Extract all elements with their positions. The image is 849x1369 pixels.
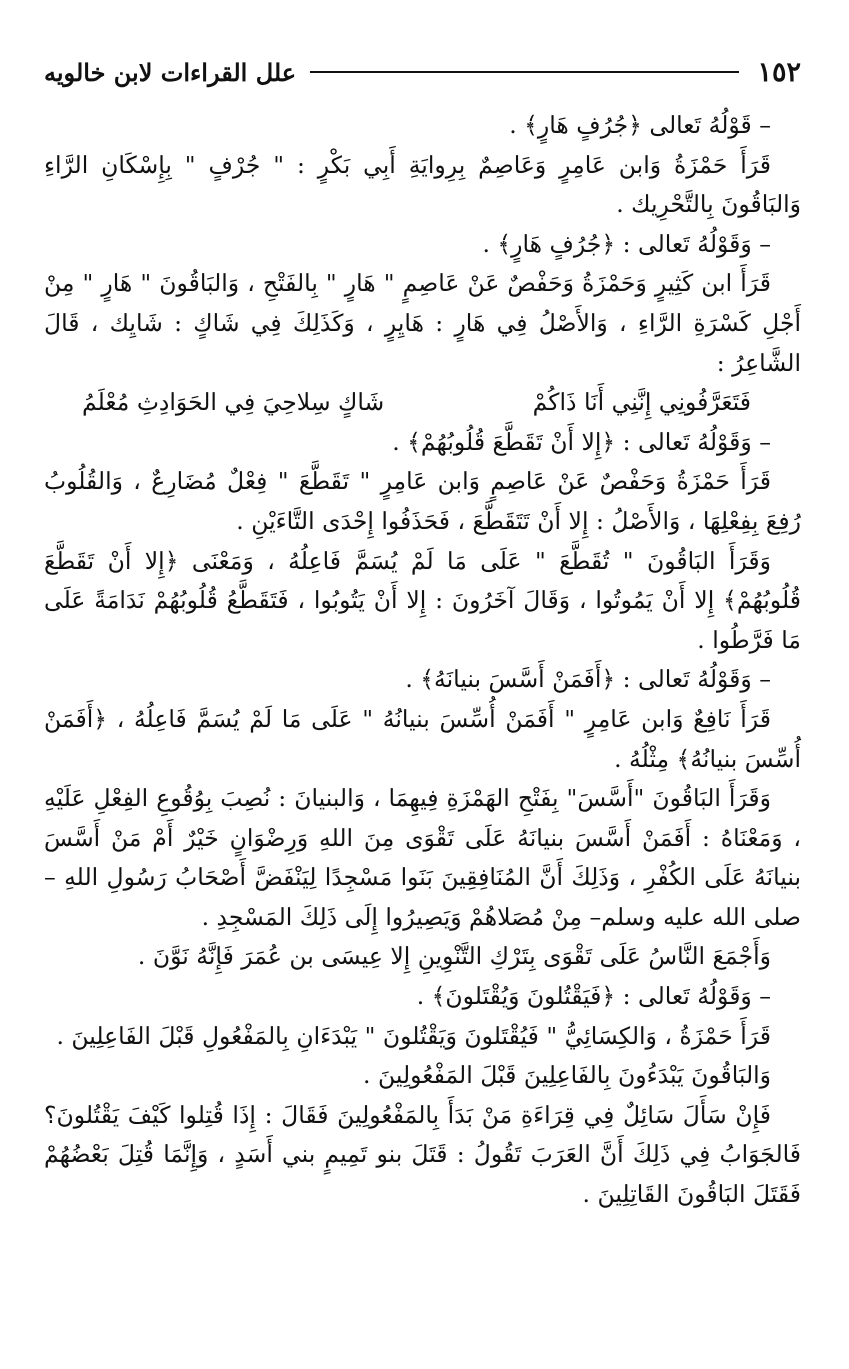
header-rule xyxy=(310,71,739,73)
reading-paragraph-4: وَقَرَأَ البَاقُونَ " تُقَطَّعَ " عَلَى مَا لَمْ يُسَمَّ فَاعِلُهُ ، وَمَعْنَى ﴿إِلا أَنْ تَقَطَّعَ قُلُوبُهُمْ﴾ إِلا أَنْ يَمُوتُوا ، وَقَالَ آخَرُونَ : إِلا أَنْ يَتُوبُوا ، فَتَقَطَّعُ قُلُوبُهُمْ نَدَامَةً عَلَى مَا فَرَّطُوا . xyxy=(44,546,801,654)
running-header xyxy=(44,52,801,92)
verse-first-hemistich: فَتَعَرَّفُونِي إِنَّنِي أَنَا ذَاكُمْ xyxy=(532,388,751,417)
reading-paragraph-6: وَقَرَأَ البَاقُونَ "أَسَّسَ" بِفَتْحِ الهَمْزَةِ فِيهِمَا ، وَالبنيانَ : نُصِبَ بِوُقُوعِ الفِعْلِ عَلَيْهِ ، وَمَعْنَاهُ : أَفَمَنْ أَسَّسَ بنيانَهُ عَلَى تَقْوَى مِنَ اللهِ وَرِضْوَانٍ خَيْرٌ أَمْ مَنْ أَسَّسَ بنيانَهُ عَلَى الكُفْرِ ، وَذَلِكَ أَنَّ المُنَافِقِينَ بَنَوا مَسْجِدًا لِيَنْفَضَّ أَصْحَابُ رَسُولِ اللهِ –صلى الله عليه وسلم– مِنْ مُصَلاهُمْ وَيَصِيرُوا إِلَى ذَلِكَ المَسْجِدِ . xyxy=(44,784,801,931)
verse-heading-1: – قَوْلُهُ تَعالى ﴿جُرُفٍ هَارٍ﴾ . xyxy=(509,111,771,139)
poetry-verse xyxy=(44,383,801,423)
page-number: ١٥٢ xyxy=(757,56,801,88)
reading-paragraph-9: وَالبَاقُونَ يَبْدَءُونَ بِالفَاعِلِينَ قَبْلَ المَفْعُولِينَ . xyxy=(363,1061,771,1090)
verse-second-hemistich: شَاكٍ سِلاحِيَ فِي الحَوَادِثِ مُعْلَمُ xyxy=(82,388,385,417)
verse-heading-2: – وَقَوْلُهُ تَعالى : ﴿جُرُفٍ هَارٍ﴾ . xyxy=(482,229,771,258)
reading-paragraph-7: وَأَجْمَعَ النَّاسُ عَلَى تَقْوَى بِتَرْكِ التَّنْوِينِ إِلا عِيسَى بن عُمَرَ فَإِنَّهُ نَوَّنَ . xyxy=(137,942,771,971)
book-title: علل القراءات لابن خالويه xyxy=(44,57,297,87)
verse-heading-5: – وَقَوْلُهُ تَعالى : ﴿فَيَقْتُلونَ وَيُقْتَلونَ﴾ . xyxy=(416,982,771,1011)
reading-paragraph-10: فَإِنْ سَأَلَ سَائِلٌ فِي قِرَاءَةِ مَنْ بَدَأَ بِالمَفْعُولِينَ فَقَالَ : إِذَا قُتِلوا كَيْفَ يَقْتُلونَ؟ فَالجَوَابُ فِي ذَلِكَ أَنَّ العَرَبَ تَقُولُ : قَتَلَ بنو تَمِيمٍ بني أَسَدٍ ، وَإِنَّمَا قُتِلَ بَعْضُهُمْ فَقَتَلَ البَاقُونَ القَاتِلِينَ . xyxy=(44,1100,801,1209)
reading-paragraph-8: قَرَأَ حَمْزَةُ ، وَالكِسَائِيُّ " فَيُقْتَلونَ وَيَقْتُلونَ " يَبْدَءَانِ بِالمَفْعُولِ قَبْلَ الفَاعِلِينَ . xyxy=(56,1021,771,1050)
reading-paragraph-1: قَرَأَ حَمْزَةُ وَابن عَامِرٍ وَعَاصِمٌ بِرِوايَةِ أَبِي بَكْرٍ : " جُرْفٍ " بِإِسْكَانِ الرَّاءِ وَالبَاقُونَ بِالتَّحْرِيك . xyxy=(44,150,801,219)
reading-paragraph-5: قَرَأَ نَافِعٌ وَابن عَامِرٍ " أَفَمَنْ أُسِّسَ بنيانُهُ " عَلَى مَا لَمْ يُسَمَّ فَاعِلُهُ ، ﴿أَفَمَنْ أُسِّسَ بنيانُهُ﴾ مِثْلُهُ . xyxy=(44,704,801,773)
reading-paragraph-3: قَرَأَ حَمْزَةُ وَحَفْصٌ عَنْ عَاصِمٍ وَابن عَامِرٍ " تَقَطَّعَ " فِعْلٌ مُضَارِعٌ ، وَالقُلُوبُ رُفِعَ بِفِعْلِهَا ، وَالأَصْلُ : إِلا أَنْ تَتَقَطَّعَ ، فَحَذَفُوا إِحْدَى التَّاءَيْنِ . xyxy=(44,467,801,535)
verse-heading-3: – وَقَوْلُهُ تَعالى : ﴿إِلا أَنْ تَقَطَّعَ قُلُوبُهُمْ﴾ . xyxy=(392,427,771,456)
page-body xyxy=(44,106,801,1215)
verse-heading-4: – وَقَوْلُهُ تَعالى : ﴿أَفَمَنْ أَسَّسَ بنيانَهُ﴾ . xyxy=(405,665,771,694)
reading-paragraph-2: قَرَأَ ابن كَثِيرٍ وَحَمْزَةُ وَحَفْصٌ عَنْ عَاصِمٍ " هَارٍ " بِالفَتْحِ ، وَالبَاقُونَ " هَارٍ " مِنْ أَجْلِ كَسْرَةِ الرَّاءِ ، وَالأَصْلُ فِي هَارٍ : هَايِرٍ ، وَكَذَلِكَ فِي شَاكٍ : شَايِك ، قَالَ الشَّاعِرُ : xyxy=(44,269,801,377)
